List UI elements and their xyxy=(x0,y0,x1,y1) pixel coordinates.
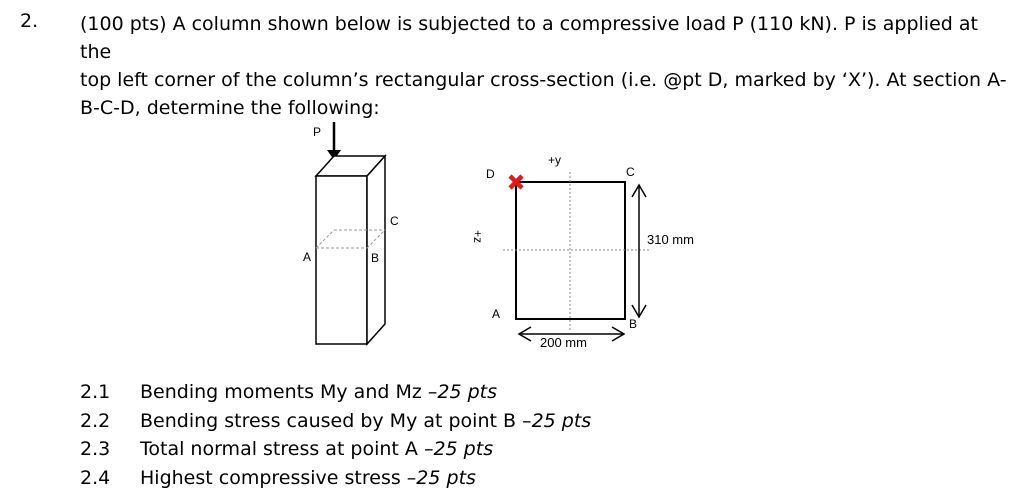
width-dimension-label: 200 mm xyxy=(540,335,587,350)
section-label-c: C xyxy=(626,165,635,179)
part-item xyxy=(80,464,591,493)
section-label-d: D xyxy=(486,167,495,181)
part-text: Bending stress caused by My at point B – xyxy=(140,409,532,432)
part-item xyxy=(80,435,591,464)
height-dimension xyxy=(632,185,646,317)
question-parts xyxy=(80,378,591,492)
part-number: 2.4 xyxy=(80,466,111,489)
part-number: 2.2 xyxy=(80,409,111,432)
part-number: 2.1 xyxy=(80,381,111,404)
load-label: P xyxy=(313,125,322,139)
axis-label-plus-z: +z xyxy=(471,230,485,244)
height-dimension-label: 310 mm xyxy=(647,232,694,247)
column-3d xyxy=(316,156,385,344)
section-label-b: B xyxy=(629,317,638,331)
intro-line-1: (100 pts) A column shown below is subjected to a compressive load P (110 kN). P is applied at the xyxy=(80,13,978,63)
column-front-face xyxy=(316,176,367,344)
axis-label-plus-y: +y xyxy=(548,153,562,167)
intro-line-3: B-C-D, determine the following: xyxy=(80,97,380,119)
part-item xyxy=(80,378,591,407)
cross-section xyxy=(503,172,650,332)
column-label-c: C xyxy=(390,214,399,228)
part-points: 25 pts xyxy=(531,409,592,432)
part-text: Total normal stress at point A – xyxy=(140,438,434,461)
intro-line-2: top left corner of the column’s rectangular cross-section (i.e. @pt D, marked by ‘X’). At section A- xyxy=(80,69,1007,91)
part-points: 25 pts xyxy=(437,381,498,404)
load-arrow xyxy=(327,122,341,160)
column-label-b: B xyxy=(371,251,380,265)
part-number: 2.3 xyxy=(80,438,111,461)
part-text: Bending moments My and Mz – xyxy=(140,381,438,404)
part-points: 25 pts xyxy=(433,438,494,461)
part-item xyxy=(80,407,591,436)
column-side-face xyxy=(367,156,385,344)
column-label-a: A xyxy=(303,250,312,264)
part-points: 25 pts xyxy=(416,466,476,489)
section-label-a: A xyxy=(492,307,501,321)
question-number: 2. xyxy=(20,10,39,32)
part-text: Highest compressive stress – xyxy=(140,466,417,489)
